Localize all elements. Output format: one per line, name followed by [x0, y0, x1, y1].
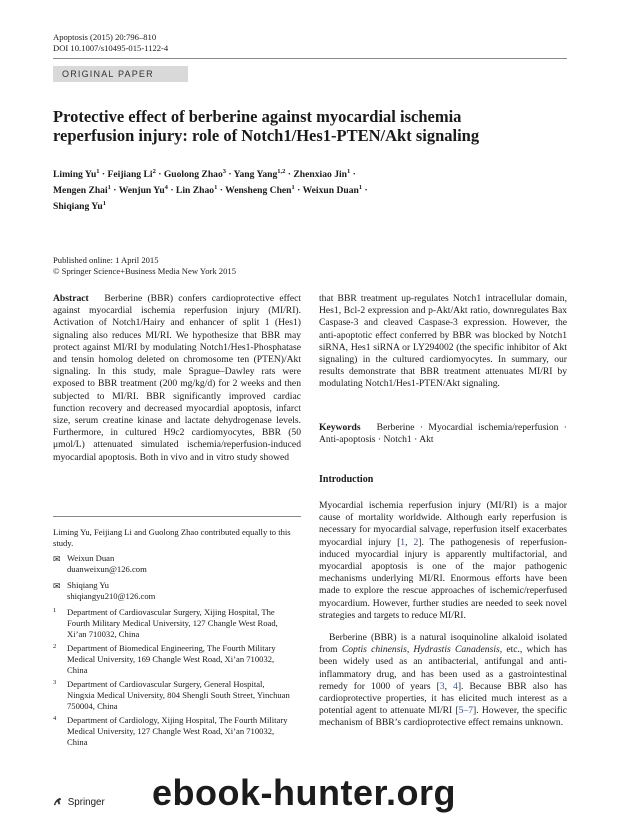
keywords: [319, 422, 567, 446]
watermark: ebook-hunter.org: [152, 772, 456, 813]
publication-info: [53, 255, 353, 277]
author[interactable]: Yang Yang$^{1,2}$: [233, 168, 286, 180]
ref-link[interactable]: 1: [400, 536, 406, 548]
author[interactable]: Wenjun Yu$^4$: [118, 184, 168, 196]
abstract-right: that BBR treatment up-regulates Notch1 intracellular domain, Hes1, Bcl-2 expression and p-Akt/Akt ratio, downregulates Bax Caspase-3 and cleaved Caspase-3 expression. However, the anti-apoptotic effect conferred by BBR was blocked by Notch1 siRNA, Hes1 siRNA or LY294002 (the specific inhibitor of Akt signaling) in the cultured cardiomyocytes. In summary, our results demonstrate that BBR treatment attenuates MI/RI by modulating Notch1/Hes1-PTEN/Akt signaling.: [319, 293, 567, 390]
author[interactable]: Lin Zhao$^1$: [175, 184, 218, 196]
published-date: Published online: 1 April 2015: [53, 255, 159, 265]
title-line-2: reperfusion injury: role of Notch1/Hes1-PTEN/Akt signaling: [53, 126, 480, 145]
introduction-heading: Introduction: [319, 474, 374, 485]
author[interactable]: Shiqiang Yu$^1$: [53, 200, 106, 212]
ref-link[interactable]: 3: [439, 680, 445, 692]
title-line-1: Protective effect of berberine against myocardial ischemia: [53, 107, 462, 126]
author[interactable]: Feijiang Li$^2$: [107, 168, 156, 180]
springer-horse-icon: [52, 796, 63, 807]
ref-link[interactable]: 2: [413, 536, 419, 548]
author[interactable]: Weixun Duan$^1$: [302, 184, 363, 196]
abstract-left: [53, 293, 301, 464]
journal-header: [53, 32, 168, 54]
author-list: Liming $Yu^1$ · Feijiang $Li^2$ · Guolong Zhao$^3$ · Yang Yang$^{1,2}$ · Zhenxiao Jin$^1$ · Mengen Zhai$^1$ · Wenjun $Yu^4$ · Lin Zhao$^1$ · Wensheng Chen$^1$ · Weixun Duan$^1$ · Shiqiang Yu$^1$: [53, 168, 368, 212]
abstract-heading: Abstract: [53, 293, 89, 304]
ref-link[interactable]: 5–7: [458, 705, 474, 717]
author[interactable]: Liming Yu$^1$: [53, 168, 100, 180]
introduction-paragraph-1: Myocardial ischemia reperfusion injury (MI/RI) is a major cause of mortality worldwide. Although early reperfusion is necessary for myocardial salvage, reperfusion itself exacerbates myocardial injury [1, 2]. The pathogenesis of reperfusion-induced myocardial injury is apparently multifactorial, and myocardial apoptosis is one of the major pathogenic mechanisms underlying MI/RI. Enormous efforts have been made to explore the rescue approaches of ischemic/reperfused myocardium. However, further studies are needed to seek novel strategies and targets to reduce MI/RI.: [319, 500, 568, 621]
envelope-icon: ✉: [53, 554, 61, 564]
section-label: ORIGINAL PAPER: [53, 66, 188, 82]
author[interactable]: Zhenxiao Jin$^1$: [293, 168, 351, 180]
publisher-footer: [52, 796, 105, 808]
paper-title: [53, 107, 553, 145]
introduction-paragraph-2: Berberine (BBR) is a natural isoquinoline alkaloid isolated from Coptis chinensis, Hydrastis Canadensis, etc., which has been widely used as an antibacterial, antifungal and anti-inflammatory drug, and has been used as a gastrointestinal remedy for 1000 of years [3, 4]. Because BBR also has cardioprotective properties, it has elicited much interest as a potential agent to attenuate MI/RI [5–7]. However, the specific mechanism of BBR’s cardioprotective effect remains unknown.: [319, 632, 568, 729]
footnote-rule: [53, 516, 301, 517]
publisher-name: Springer: [67, 797, 105, 808]
author[interactable]: Wensheng Chen$^1$: [225, 184, 295, 196]
corr-name: Weixun Duan: [67, 553, 115, 563]
contribution-note: Liming Yu, Feijiang Li and Guolong Zhao contributed equally to this study.: [53, 527, 291, 548]
author[interactable]: Guolong Zhao$^3$: [163, 168, 226, 180]
corr-email[interactable]: shiqiangyu210@126.com: [67, 591, 156, 601]
abstract-text-left: Berberine (BBR) confers cardioprotective effect against myocardial ischemia reperfusion injury (MI/RI). Activation of Notch1/Hairy and enhancer of split 1 (Hes1) signaling also reduces MI/RI. We hypothesize that BBR may protect against MI/RI by modulating Notch1/Hes1-Phosphatase and tensin homolog deleted on chromosome ten (PTEN)/Akt signaling. In this study, male Sprague–Dawley rats were exposed to BBR treatment (200 mg/kg/d) for 2 weeks and then subjected to MI/RI. BBR significantly improved cardiac function recovery and decreased myocardial apoptosis, infarct size, serum creatine kinase and lactate dehydrogenase levels. Furthermore, in cultured H9c2 cardiomyocytes, BBR (50 μmol/L) attenuated simulated ischemia/reperfusion-induced myocardial apoptosis. Both in vivo and in vitro study showed: [53, 293, 301, 463]
keywords-text: Berberine · Myocardial ischemia/reperfusion · Anti-apoptosis · Notch1 · Akt: [319, 422, 567, 446]
journal-citation: Apoptosis (2015) 20:796–810: [53, 32, 157, 42]
corr-email[interactable]: duanweixun@126.com: [67, 564, 147, 574]
corr-name: Shiqiang Yu: [67, 580, 109, 590]
keywords-heading: Keywords: [319, 422, 361, 433]
copyright: © Springer Science+Business Media New York 2015: [53, 266, 236, 276]
author[interactable]: Mengen Zhai$^1$: [53, 184, 111, 196]
envelope-icon: ✉: [53, 581, 61, 591]
header-rule: [53, 58, 567, 59]
ref-link[interactable]: 4: [453, 680, 458, 692]
doi[interactable]: DOI 10.1007/s10495-015-1122-4: [53, 43, 169, 53]
